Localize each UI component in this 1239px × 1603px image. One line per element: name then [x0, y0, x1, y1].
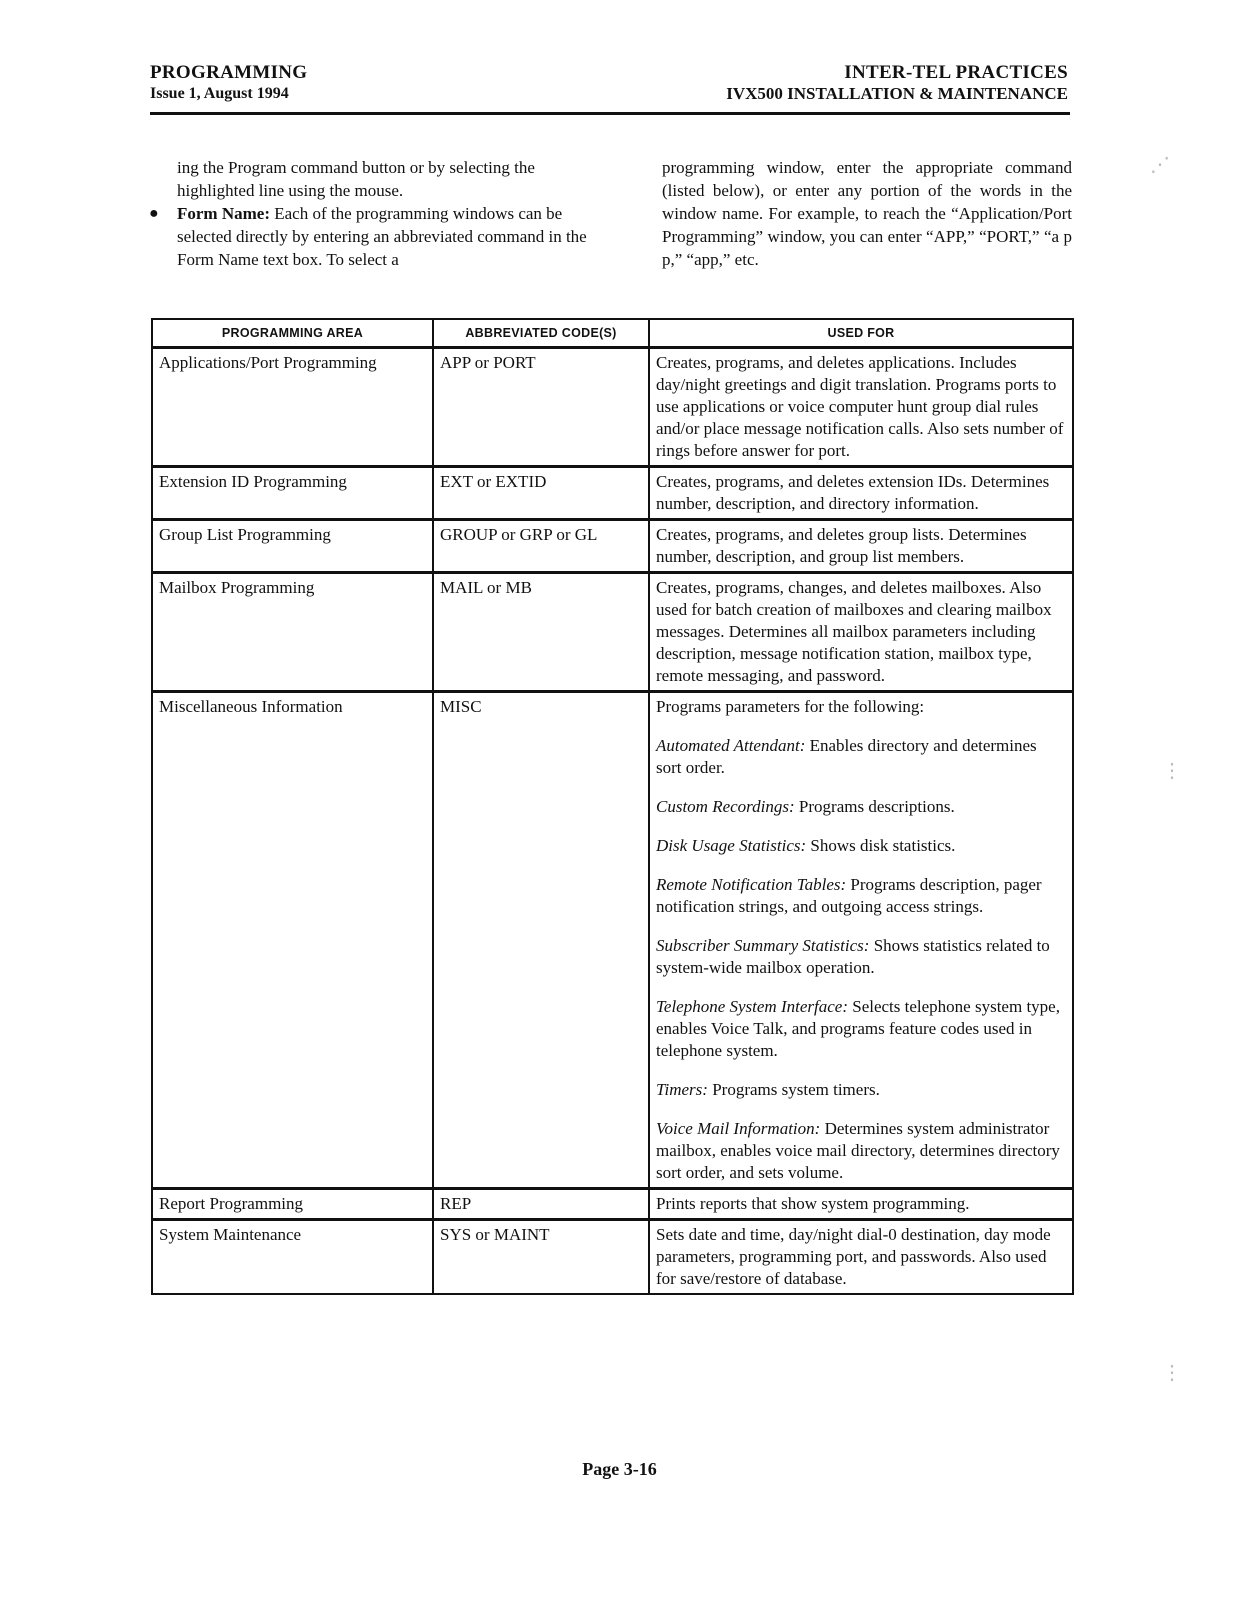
cell-used: Creates, programs, changes, and deletes mailboxes. Also used for batch creation of mailboxes and clearing mailbox messages. Determines all mailbox parameters including description, message notification station, mailbox type, remote messaging, and password.	[649, 573, 1073, 692]
misc-item-name: Automated Attendant:	[656, 736, 806, 755]
page-number: Page 3-16	[582, 1459, 657, 1479]
misc-item	[656, 735, 1066, 779]
col-header-area: PROGRAMMING AREA	[152, 319, 433, 348]
page-header-right	[726, 62, 1068, 104]
table-row	[152, 692, 1073, 1189]
misc-item-desc: Programs system timers.	[707, 1080, 880, 1099]
cell-used-misc	[649, 692, 1073, 1189]
misc-item	[656, 996, 1066, 1062]
cell-used: Prints reports that show system programming.	[649, 1189, 1073, 1220]
cell-used: Sets date and time, day/night dial-0 destination, day mode parameters, programming port, and passwords. Also used for save/restore of database.	[649, 1220, 1073, 1295]
misc-item	[656, 935, 1066, 979]
cell-code: EXT or EXTID	[433, 467, 649, 520]
table-row	[152, 573, 1073, 692]
punch-hole-mark: ⋮	[1162, 1362, 1182, 1384]
misc-item	[656, 874, 1066, 918]
cell-code: SYS or MAINT	[433, 1220, 649, 1295]
misc-item-name: Subscriber Summary Statistics:	[656, 936, 870, 955]
page-header-left	[150, 62, 307, 104]
table-row	[152, 520, 1073, 573]
misc-item-name: Disk Usage Statistics:	[656, 836, 807, 855]
section-title: PROGRAMMING	[150, 62, 308, 83]
cell-area: System Maintenance	[152, 1220, 433, 1295]
cell-code: MISC	[433, 692, 649, 1189]
misc-item-name: Custom Recordings:	[656, 797, 795, 816]
misc-item	[656, 1118, 1066, 1184]
misc-item-name: Telephone System Interface:	[656, 997, 848, 1016]
cell-area: Report Programming	[152, 1189, 433, 1220]
cell-area: Group List Programming	[152, 520, 433, 573]
misc-item-name: Timers:	[656, 1080, 708, 1099]
cell-area: Applications/Port Programming	[152, 348, 433, 467]
bullet-text: Each of the programming windows can be selected directly by entering an abbreviated command in the Form Name text box. To select a	[177, 204, 587, 269]
misc-item	[656, 796, 1066, 818]
cell-area: Extension ID Programming	[152, 467, 433, 520]
form-name-bullet	[149, 202, 595, 271]
misc-item-desc: Selects telephone system type, enables Voice Talk, and programs feature codes used in telephone system.	[656, 997, 1060, 1060]
issue-date: Issue 1, August 1994	[150, 85, 289, 102]
misc-item-desc: Shows disk statistics.	[806, 836, 956, 855]
cell-code: APP or PORT	[433, 348, 649, 467]
cell-used: Creates, programs, and deletes applications. Includes day/night greetings and digit translation. Programs ports to use applications or voice computer hunt group dial rules and/or place message notification calls. Also sets number of rings before answer for port.	[649, 348, 1073, 467]
cell-used: Creates, programs, and deletes group lists. Determines number, description, and group list members.	[649, 520, 1073, 573]
misc-item	[656, 835, 1066, 857]
cell-code: MAIL or MB	[433, 573, 649, 692]
table-row	[152, 348, 1073, 467]
misc-item-desc: Programs description, pager notification strings, and outgoing access strings.	[656, 875, 1042, 916]
misc-item-desc: Shows statistics related to system-wide mailbox operation.	[656, 936, 1050, 977]
col-header-used: USED FOR	[649, 319, 1073, 348]
table-row	[152, 1220, 1073, 1295]
col-header-code: ABBREVIATED CODE(S)	[433, 319, 649, 348]
misc-item-name: Remote Notification Tables:	[656, 875, 847, 894]
misc-item-desc: Determines system administrator mailbox, enables voice mail directory, determines directory sort order, and sets volume.	[656, 1119, 1060, 1182]
intro-left-column	[149, 156, 595, 271]
cell-area: Miscellaneous Information	[152, 692, 433, 1189]
misc-item-name: Voice Mail Information:	[656, 1119, 821, 1138]
bullet-icon: ●	[149, 205, 159, 222]
misc-item	[656, 1079, 1066, 1101]
manual-title: IVX500 INSTALLATION & MAINTENANCE	[726, 84, 1068, 103]
misc-intro: Programs parameters for the following:	[656, 697, 925, 716]
intro-right-column: programming window, enter the appropriate command (listed below), or enter any portion of the words in the window name. For example, to reach the “Application/Port Programming” window, you can enter “APP,” “PORT,” “a p p,” “app,” etc.	[662, 158, 1072, 269]
punch-hole-mark: ⋰	[1150, 154, 1170, 176]
punch-hole-mark: ⋮	[1162, 760, 1182, 782]
table-row	[152, 467, 1073, 520]
misc-item-desc: Programs descriptions.	[794, 797, 955, 816]
intro-continuation: ing the Program command button or by selecting the highlighted line using the mouse.	[177, 158, 535, 200]
bullet-label: Form Name:	[177, 204, 270, 223]
table-row	[152, 1189, 1073, 1220]
cell-code: REP	[433, 1189, 649, 1220]
table-header-row	[152, 319, 1073, 348]
cell-code: GROUP or GRP or GL	[433, 520, 649, 573]
programming-areas-table	[151, 318, 1074, 1295]
header-rule	[150, 112, 1070, 115]
cell-used: Creates, programs, and deletes extension IDs. Determines number, description, and directory information.	[649, 467, 1073, 520]
misc-item-desc: Enables directory and determines sort order.	[656, 736, 1037, 777]
cell-area: Mailbox Programming	[152, 573, 433, 692]
practices-title: INTER-TEL PRACTICES	[844, 62, 1068, 83]
